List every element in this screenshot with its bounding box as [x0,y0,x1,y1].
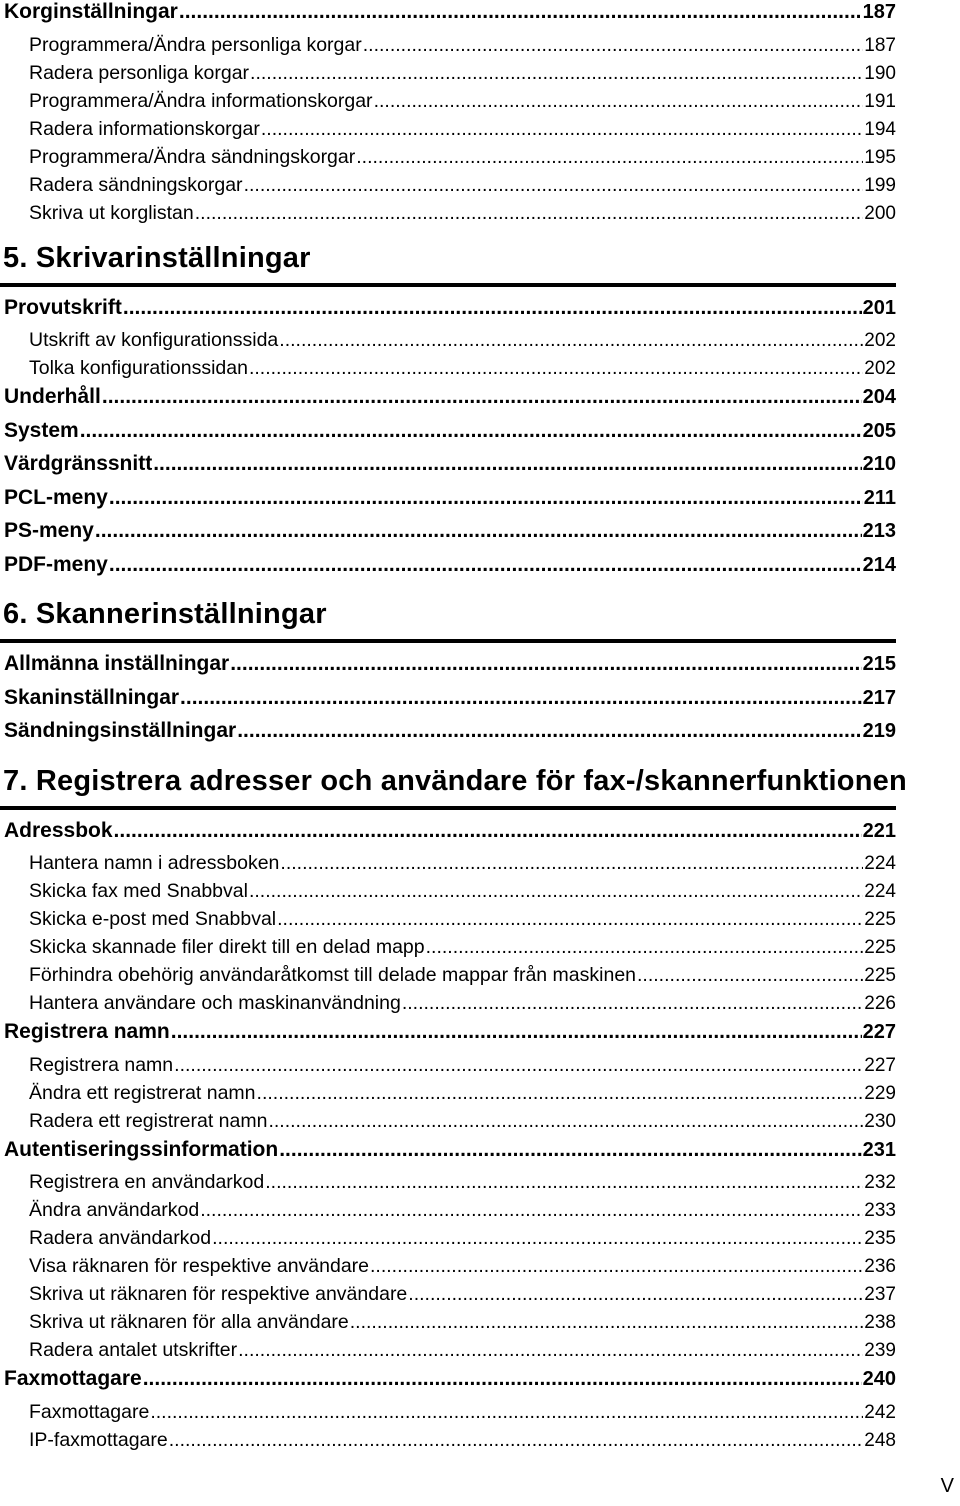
toc-subentry[interactable] [29,1171,896,1194]
page-ref: 233 [864,1200,896,1221]
entry-title: Skriva ut räknaren för respektive användare [29,1283,408,1305]
entry-title: Förhindra obehörig användaråtkomst till delade mappar från maskinen [29,964,637,986]
entry-title: Registrera namn [4,1020,170,1043]
entry-title: Registrera en användarkod [29,1171,265,1193]
toc-subentry[interactable] [29,880,896,903]
entry-title: Utskrift av konfigurationssida [29,329,279,351]
entry-title: Allmänna inställningar [4,652,230,675]
toc-entry[interactable] [4,519,896,543]
toc-subentry[interactable] [29,992,896,1015]
page-ref: 200 [864,202,896,224]
page-ref: 225 [864,909,896,930]
page-ref: 232 [864,1172,896,1193]
page-ref: 202 [864,330,896,351]
entry-title: Radera användarkod [29,1227,212,1249]
dot-leader [426,936,864,959]
entry-title: Ändra användarkod [29,1199,200,1221]
entry-title: PCL-meny [4,485,108,509]
entry-title: Skaninställningar [4,685,180,709]
dot-leader [277,908,863,931]
entry-title: Hantera namn i adressboken [29,852,280,874]
dot-leader [279,329,863,352]
entry-title: Radera personliga korgar [29,61,250,84]
dot-leader [356,146,863,169]
page-ref: 199 [864,174,896,196]
page-ref: 236 [864,1256,896,1277]
page-ref: 227 [862,1021,896,1043]
toc-subentry[interactable] [29,1110,896,1133]
dot-leader [95,519,862,543]
toc-entry[interactable] [4,1020,896,1044]
page-ref: 211 [863,486,896,509]
page-ref: 191 [864,90,896,112]
toc-entry[interactable] [4,452,896,476]
dot-leader [109,553,862,577]
page-ref: 215 [862,653,896,675]
dot-leader [250,62,863,85]
entry-title: Adressbok [4,818,113,842]
dot-leader [123,296,862,320]
toc-subentry[interactable] [29,1082,896,1105]
toc-entry[interactable] [4,1138,896,1162]
dot-leader [212,1227,863,1250]
entry-title: Korginställningar [4,0,178,23]
dot-leader [171,1020,862,1044]
toc-subentry[interactable] [29,146,896,169]
chapter-rule [0,283,896,287]
page-ref: 237 [864,1284,896,1305]
page-ref: 201 [862,296,896,319]
page-ref: 195 [864,146,896,168]
page-ref: 235 [864,1228,896,1249]
chapter-rule [0,639,896,643]
dot-leader [169,1429,864,1452]
dot-leader [244,174,864,197]
entry-title: Värdgränssnitt [4,452,153,475]
toc-entry[interactable] [4,385,896,409]
page-ref: 194 [864,118,896,140]
toc-subentry[interactable] [29,329,896,352]
dot-leader [637,964,863,987]
page-ref: 230 [864,1110,896,1132]
toc-entry[interactable] [4,296,896,320]
entry-title: Visa räknaren för respektive användare [29,1255,370,1277]
entry-title: Radera sändningskorgar [29,173,243,196]
dot-leader [195,202,864,225]
toc-subentry[interactable] [29,1311,896,1334]
toc-entry[interactable] [4,553,896,577]
page-ref: 248 [864,1429,896,1451]
toc-entry[interactable] [4,719,896,743]
entry-title: Registrera namn [29,1053,174,1076]
page-ref: 204 [862,386,896,408]
chapter-heading: 7. Registrera adresser och användare för fax-/skannerfunktionen [3,764,907,797]
entry-title: Faxmottagare [4,1367,142,1390]
entry-title: Skriva ut korglistan [29,201,194,224]
page-ref: 214 [862,553,896,576]
entry-title: Programmera/Ändra personliga korgar [29,33,362,56]
entry-title: PDF-meny [4,552,108,576]
toc-entry[interactable] [4,419,896,443]
entry-title: Hantera användare och maskinanvändning [29,992,401,1014]
toc-subentry[interactable] [29,1054,896,1077]
toc-entry[interactable] [4,486,896,510]
page-ref: 240 [862,1368,896,1390]
page-ref: 224 [864,881,896,902]
dot-leader [230,652,861,676]
page-ref: 238 [864,1312,896,1333]
entry-title: Skicka e-post med Snabbval [29,908,277,930]
toc-subentry[interactable] [29,90,896,113]
dot-leader [374,90,864,113]
entry-title: Sändningsinställningar [4,719,237,742]
toc-subentry[interactable] [29,118,896,141]
entry-title: Radera antalet utskrifter [29,1339,238,1361]
toc-entry[interactable] [4,1367,896,1391]
dot-leader [114,819,862,843]
toc-entry[interactable] [4,652,896,676]
entry-title: Underhåll [4,385,101,408]
page-ref: 224 [864,853,896,874]
page-ref: 187 [864,34,896,56]
dot-leader [268,1110,863,1133]
entry-title: PS-meny [4,519,94,542]
dot-leader [179,0,862,24]
dot-leader [249,357,863,380]
dot-leader [80,419,862,443]
page-ref: 227 [864,1054,896,1076]
entry-title: Programmera/Ändra informationskorgar [29,89,373,112]
page-ref: 219 [862,720,896,742]
toc-subentry[interactable] [29,936,896,959]
toc-subentry[interactable] [29,202,896,225]
dot-leader [280,852,863,875]
dot-leader [370,1255,863,1278]
page-ref: 242 [864,1401,896,1423]
toc-subentry[interactable] [29,852,896,875]
entry-title: Provutskrift [4,295,122,319]
toc-subentry[interactable] [29,357,896,380]
page-ref: 225 [864,965,896,986]
page-ref: 210 [862,453,896,475]
entry-title: Radera ett registrerat namn [29,1109,268,1132]
entry-title: Programmera/Ändra sändningskorgar [29,145,356,168]
toc-entry[interactable] [4,686,896,710]
toc-subentry[interactable] [29,1255,896,1278]
dot-leader [249,880,863,903]
dot-leader [200,1199,863,1222]
chapter-rule [0,806,896,810]
page-ref: 221 [862,819,896,842]
page-ref: 217 [862,686,896,709]
entry-title: Radera informationskorgar [29,117,260,140]
dot-leader [150,1401,863,1424]
dot-leader [102,385,862,409]
dot-leader [408,1283,863,1306]
page-ref: 202 [864,358,896,379]
dot-leader [402,992,863,1015]
entry-title: Tolka konfigurationssidan [29,357,248,379]
page-ref: 225 [864,937,896,958]
page-number: V [940,1475,954,1497]
toc-subentry[interactable] [29,34,896,57]
toc-subentry[interactable] [29,1429,896,1452]
toc-entry[interactable] [4,819,896,843]
entry-title: Skicka skannade filer direkt till en delad mapp [29,936,425,958]
entry-title: Skriva ut räknaren för alla användare [29,1311,349,1333]
toc-subentry[interactable] [29,1227,896,1250]
toc-subentry[interactable] [29,1401,896,1424]
entry-title: Autentiseringssinformation [4,1137,279,1161]
dot-leader [350,1311,864,1334]
toc-subentry[interactable] [29,1339,896,1362]
toc-subentry[interactable] [29,1199,896,1222]
dot-leader [237,719,861,743]
page-ref: 187 [862,1,896,23]
page-ref: 205 [862,419,896,442]
page-ref: 239 [864,1340,896,1361]
entry-title: System [4,418,79,442]
entry-title: Ändra ett registrerat namn [29,1081,256,1104]
dot-leader [363,34,864,57]
entry-title: Skicka fax med Snabbval [29,880,248,902]
dot-leader [238,1339,863,1362]
dot-leader [261,118,863,141]
entry-title: IP-faxmottagare [29,1428,168,1451]
chapter-heading: 6. Skannerinställningar [3,598,327,630]
toc-entry[interactable] [4,0,896,24]
page-ref: 190 [864,62,896,84]
dot-leader [109,486,863,510]
toc-subentry[interactable] [29,62,896,85]
entry-title: Faxmottagare [29,1400,150,1423]
dot-leader [257,1082,864,1105]
page-ref: 231 [862,1138,896,1161]
page-ref: 226 [864,993,896,1014]
toc-subentry[interactable] [29,964,896,987]
dot-leader [143,1367,862,1391]
page-ref: 213 [862,520,896,542]
page-ref: 229 [864,1082,896,1104]
dot-leader [174,1054,863,1077]
dot-leader [153,452,861,476]
dot-leader [279,1138,861,1162]
toc-subentry[interactable] [29,908,896,931]
dot-leader [265,1171,863,1194]
dot-leader [180,686,862,710]
chapter-heading: 5. Skrivarinställningar [3,241,311,274]
toc-subentry[interactable] [29,174,896,197]
toc-subentry[interactable] [29,1283,896,1306]
